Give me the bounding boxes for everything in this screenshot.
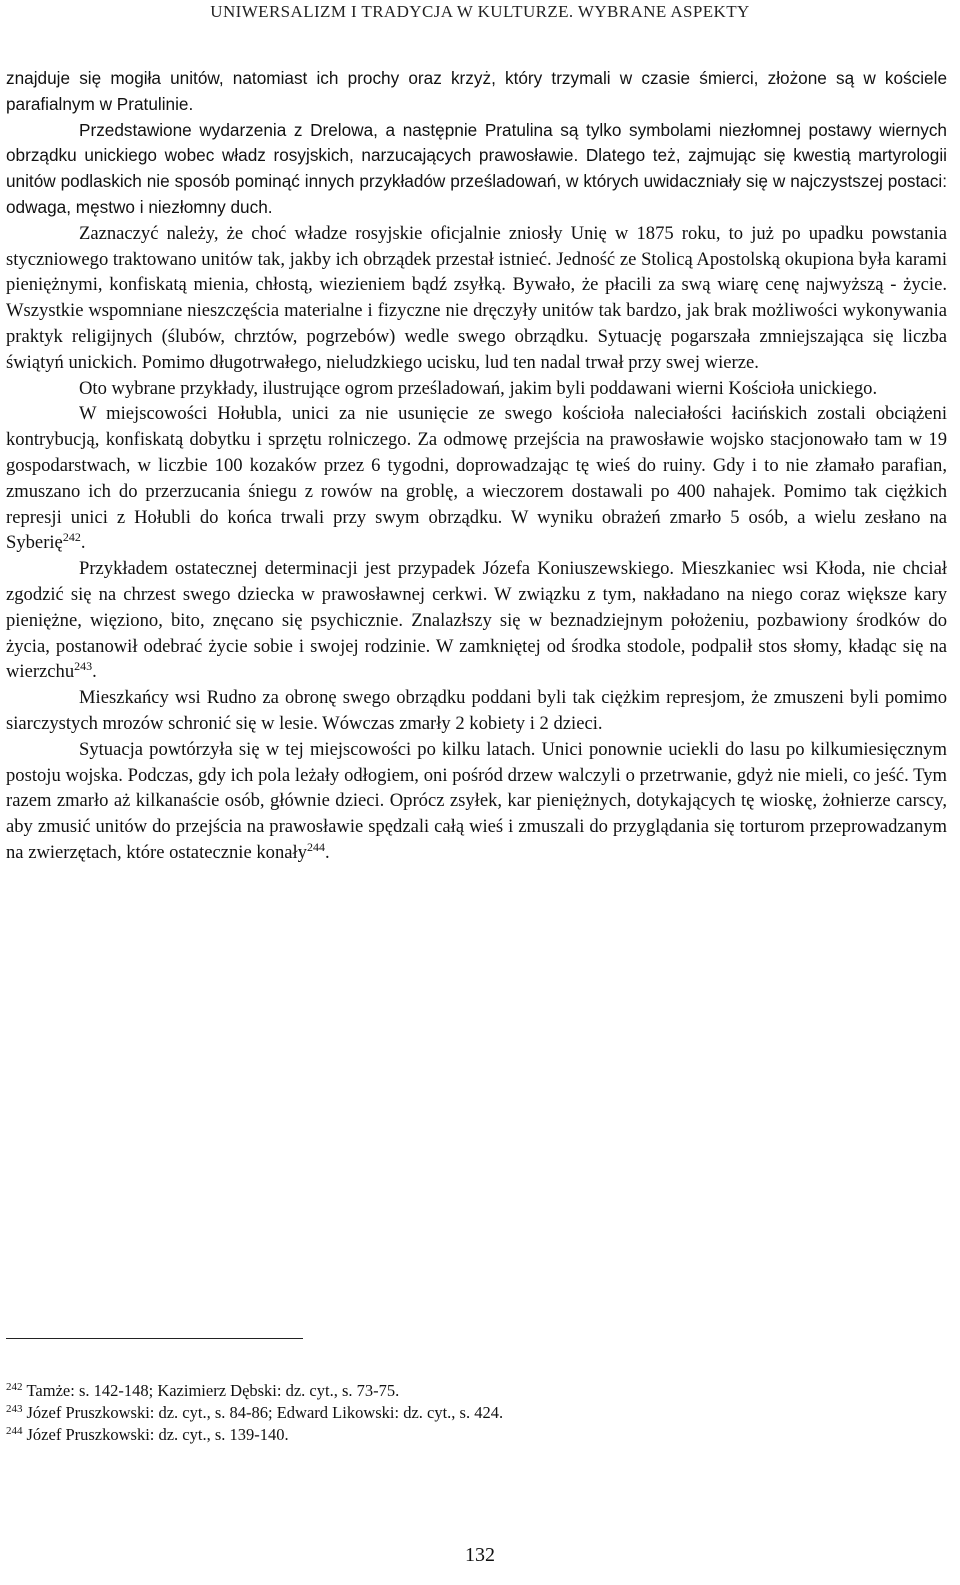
paragraph	[6, 221, 947, 376]
paragraph	[6, 737, 947, 866]
paragraph	[6, 556, 947, 685]
paragraph-text: Mieszkańcy wsi Rudno za obronę swego obrządku poddani byli tak ciężkim represjom, że zmuszeni byli pomimo siarczystych mrozów schronić się w lesie. Wówczas zmarły 2 kobiety i 2 dzieci.	[6, 687, 947, 734]
paragraph-text: Zaznaczyć należy, że choć władze rosyjskie oficjalnie zniosły Unię w 1875 roku, to już po upadku powstania styczniowego traktowano unitów tak, jakby ich obrządek przestał istnieć. Jedność ze Stolicą Apostolską okupiona była karami pieniężnymi, konfiskatą mienia, chłostą, wiezieniem bądź zsyłką. Bywało, że płacili za swą wiarę cenę najwyższą - życie. Wszystkie wspomniane nieszczęścia materialne i fizyczne nie dręczyły unitów tak bardzo, jak brak możliwości wykonywania praktyk religijnych (ślubów, chrztów, pogrzebów) wedle swego obrządku. Sytuację pogarszała zmniejszająca się liczba świątyń unickich. Pomimo długotrwałego, nieludzkiego ucisku, lud ten nadal trwał przy swej wierze.	[6, 222, 947, 373]
footnote-number: 243	[6, 1402, 23, 1415]
paragraph-text: .	[324, 841, 330, 863]
footnote-text: Józef Pruszkowski: dz. cyt., s. 139-140.	[26, 1425, 289, 1444]
footnotes	[6, 1380, 906, 1446]
footnote-separator	[6, 1338, 303, 1339]
footnote-number: 244	[6, 1424, 23, 1437]
paragraph-text: Sytuacja powtórzyła się w tej miejscowości po kilku latach. Unici ponownie uciekli do lasu po kilkumiesięcznym postoju wojska. Podczas, gdy ich pola leżały odłogiem, oni pośród drzew walczyli o przetrwanie, gdyż nie mieli, co jeść. Tym razem zmarło aż kilkanaście osób, głównie dzieci. Oprócz zsyłek, kar pieniężnych, dotykających tę wioskę, żołnierze carscy, aby zmusić unitów do przejścia na prawosławie spędzali całą wieś i zmuszali do przyglądania się torturom przeprowadzanym na zwierzętach, które ostatecznie konały	[6, 738, 947, 863]
footnote-ref: 242	[62, 530, 81, 545]
paragraph-text: .	[92, 661, 97, 683]
paragraph	[6, 401, 947, 556]
footnote-number: 242	[6, 1380, 23, 1393]
footnote-text: Józef Pruszkowski: dz. cyt., s. 84-86; Edward Likowski: dz. cyt., s. 424.	[26, 1403, 504, 1422]
page-number: 132	[465, 1544, 495, 1566]
footnote-ref: 244	[306, 839, 325, 854]
footnote-ref: 243	[74, 659, 93, 674]
running-header: UNIWERSALIZM I TRADYCJA W KULTURZE. WYBRANE ASPEKTY	[210, 2, 750, 21]
paragraph-text: znajduje się mogiła unitów, natomiast ich prochy oraz krzyż, który trzymali w czasie śmierci, złożone są w kościele parafialnym w Pratulinie.	[6, 68, 947, 114]
paragraph	[6, 66, 947, 118]
paragraph	[6, 118, 947, 221]
footnote	[6, 1424, 906, 1446]
footnote	[6, 1402, 906, 1424]
paragraph-text: .	[80, 532, 86, 554]
paragraph-text: Oto wybrane przykłady, ilustrujące ogrom prześladowań, jakim byli poddawani wierni Kościoła unickiego.	[79, 377, 878, 399]
footnote	[6, 1380, 906, 1402]
body-text	[6, 66, 947, 866]
paragraph	[6, 685, 947, 737]
footnote-text: Tamże: s. 142-148; Kazimierz Dębski: dz. cyt., s. 73-75.	[26, 1381, 400, 1400]
paragraph	[6, 376, 947, 402]
paragraph-text: W miejscowości Hołubla, unici za nie usunięcie ze swego kościoła naleciałości łacińskich zostali obciążeni kontrybucją, konfiskatą dobytku i sprzętu rolniczego. Za odmowę przejścia na prawosławie wojsko stacjonowało tam w 19 gospodarstwach, w liczbie 100 kozaków przez 6 tygodni, doprowadzając tę wieś do ruiny. Gdy i to nie złamało parafian, zmuszano ich do przerzucania śniegu z rowów na groblę, a wieczorem dostawali po 400 nahajek. Pomimo tak ciężkich represji unici z Hołubli do końca trwali przy swym obrządku. W wyniku obrażeń zmarło 5 osób, a wielu zesłano na Syberię	[6, 403, 947, 554]
paragraph-text: Przykładem ostatecznej determinacji jest przypadek Józefa Koniuszewskiego. Mieszkaniec wsi Kłoda, nie chciał zgodzić się na chrzest swego dziecka w prawosławnej cerkwi. W związku z tym, nakładano na niego coraz większe kary pieniężne, więziono, bito, znęcano się psychicznie. Znalazłszy się w beznadziejnym położeniu, pozbawiony środków do życia, postanowił odebrać życie sobie i swojej rodzinie. W zamkniętej od środka stodole, podpalił stos słomy, kładąc się na wierzchu	[6, 558, 947, 683]
paragraph-text: Przedstawione wydarzenia z Drelowa, a następnie Pratulina są tylko symbolami niezłomnej postawy wiernych obrządku unickiego wobec władz rosyjskich, narzucających prawosławie. Dlatego też, zajmując się kwestią martyrologii unitów podlaskich nie sposób pominąć innych przykładów prześladowań, w których uwidaczniały się w najczystszej postaci: odwaga, męstwo i niezłomny duch.	[6, 119, 947, 217]
